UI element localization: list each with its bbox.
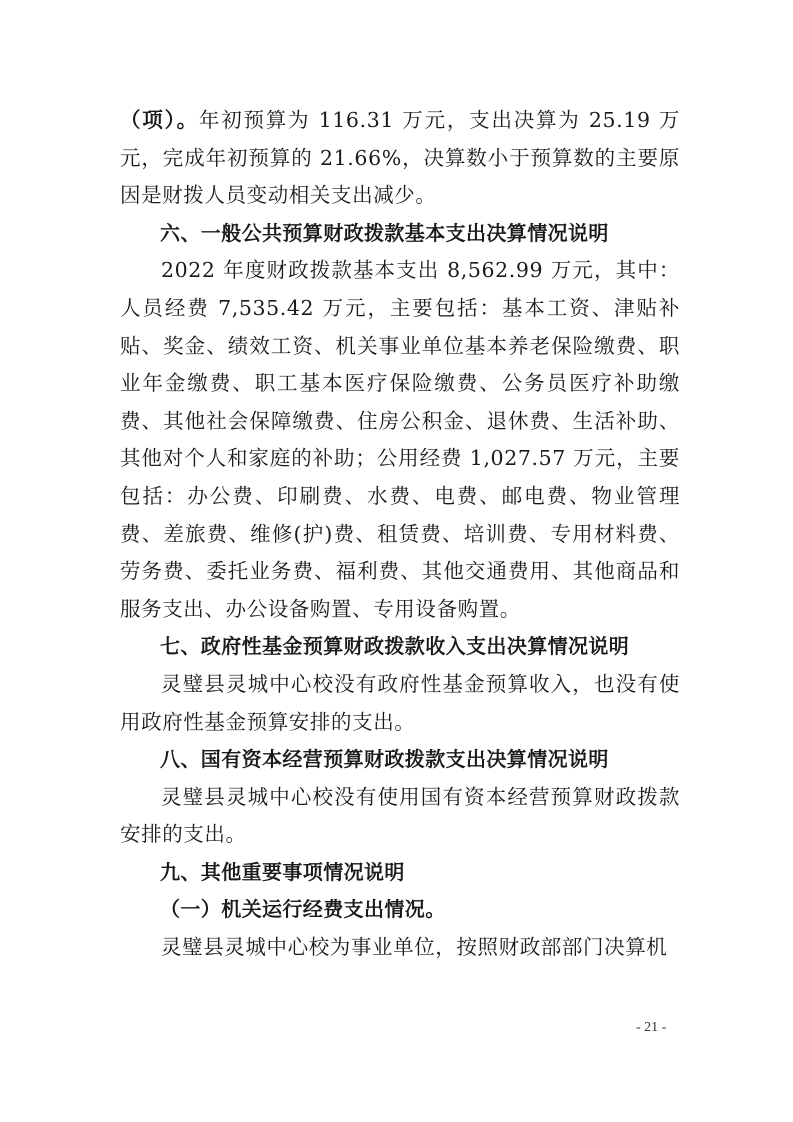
section-heading-6: 六、一般公共预算财政拨款基本支出决算情况说明 bbox=[160, 220, 609, 245]
section-heading-8: 八、国有资本经营预算财政拨款支出决算情况说明 bbox=[160, 747, 609, 772]
paragraph-operating-expenses: 灵璧县灵城中心校为事业单位，按照财政部部门决算机 bbox=[161, 935, 668, 960]
section-heading-9: 九、其他重要事项情况说明 bbox=[160, 859, 405, 884]
subsection-heading-9-1: （一）机关运行经费支出情况。 bbox=[160, 897, 446, 922]
document-body bbox=[120, 102, 680, 967]
item-label-lead: （项）。 bbox=[120, 108, 199, 132]
page-number: - 21 - bbox=[636, 1020, 667, 1035]
paragraph-state-capital: 灵璧县灵城中心校没有使用国有资本经营预算财政拨款安排的支出。 bbox=[120, 784, 680, 847]
paragraph-basic-expenditure: 2022 年度财政拨款基本支出 8,562.99 万元，其中：人员经费 7,535.42 万元，主要包括：基本工资、津贴补贴、奖金、绩效工资、机关事业单位基本养老保险缴费、职业年金缴费、职工基本医疗保险缴费、公务员医疗补助缴费、其他社会保障缴费、住房公积金、退休费、生活补助、其他对个人和家庭的补助；公用经费 1,027.57 万元，主要包括：办公费、印刷费、水费、电费、邮电费、物业管理费、差旅费、维修(护)费、租赁费、培训费、专用材料费、劳务费、委托业务费、福利费、其他交通费用、其他商品和服务支出、办公设备购置、专用设备购置。 bbox=[120, 258, 680, 621]
paragraph-text: 年初预算为 116.31 万元，支出决算为 25.19 万元，完成年初预算的 21.66%，决算数小于预算数的主要原因是财拨人员变动相关支出减少。 bbox=[120, 108, 680, 208]
section-heading-7: 七、政府性基金预算财政拨款收入支出决算情况说明 bbox=[160, 634, 630, 659]
paragraph-continuation bbox=[120, 102, 680, 215]
paragraph-government-fund: 灵璧县灵城中心校没有政府性基金预算收入，也没有使用政府性基金预算安排的支出。 bbox=[120, 671, 680, 734]
